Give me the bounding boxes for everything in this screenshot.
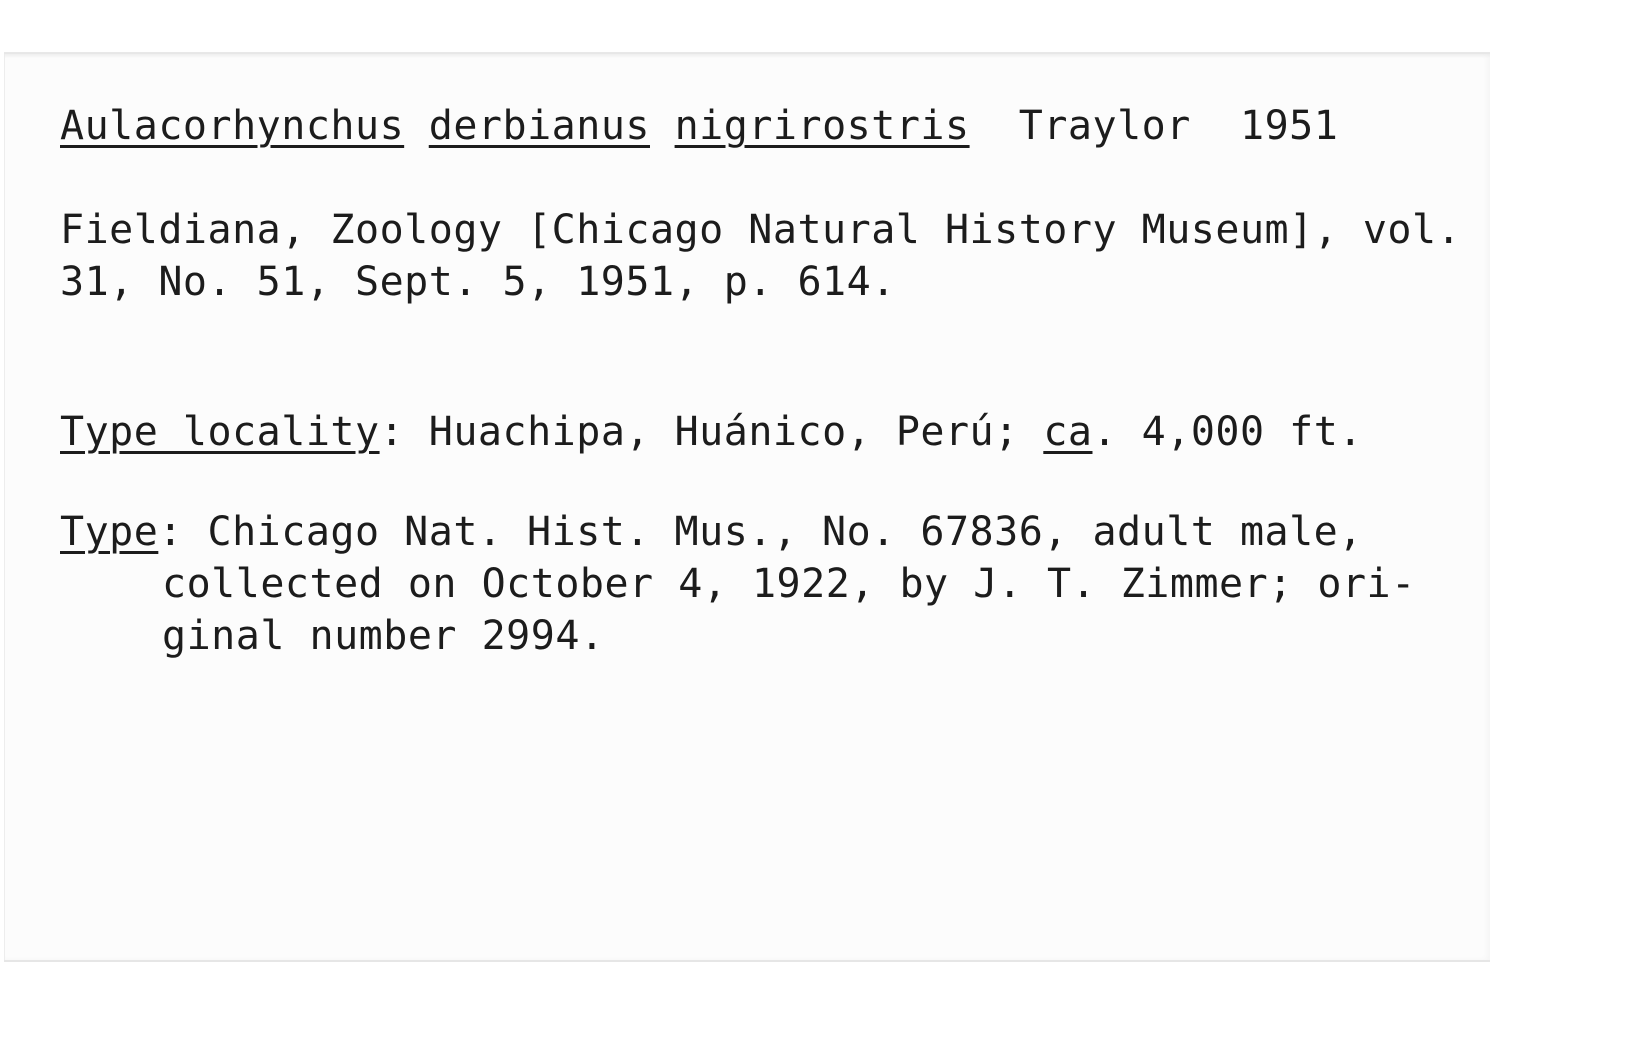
type-locality-place: Huachipa, Huánico, Perú; (404, 409, 1044, 455)
taxon-title-line (60, 100, 1338, 152)
species-name: derbianus (428, 103, 650, 149)
citation-line-1: Fieldiana, Zoology [Chicago Natural History Museum], vol. (60, 207, 1462, 253)
type-label: Type (60, 509, 159, 555)
type-specimen-text-1: : Chicago Nat. Hist. Mus., No. 67836, adult male, (158, 509, 1363, 555)
subspecies-name: nigrirostris (674, 103, 970, 149)
type-locality-colon: : (379, 409, 405, 455)
citation-line-2: 31, No. 51, Sept. 5, 1951, p. 614. (60, 259, 896, 305)
type-locality-line (60, 406, 1363, 458)
type-locality-label: Type locality (60, 409, 380, 455)
type-locality-elevation: . 4,000 ft. (1092, 409, 1363, 455)
type-specimen-line-1 (60, 506, 1363, 558)
type-specimen-line-3: ginal number 2994. (162, 613, 605, 659)
publication-year: 1951 (1240, 103, 1339, 149)
type-specimen-line-2: collected on October 4, 1922, by J. T. Zimmer; ori- (162, 561, 1416, 607)
genus-name: Aulacorhynchus (60, 103, 405, 149)
author-name: Traylor (1018, 103, 1191, 149)
circa-abbrev: ca (1043, 409, 1093, 455)
